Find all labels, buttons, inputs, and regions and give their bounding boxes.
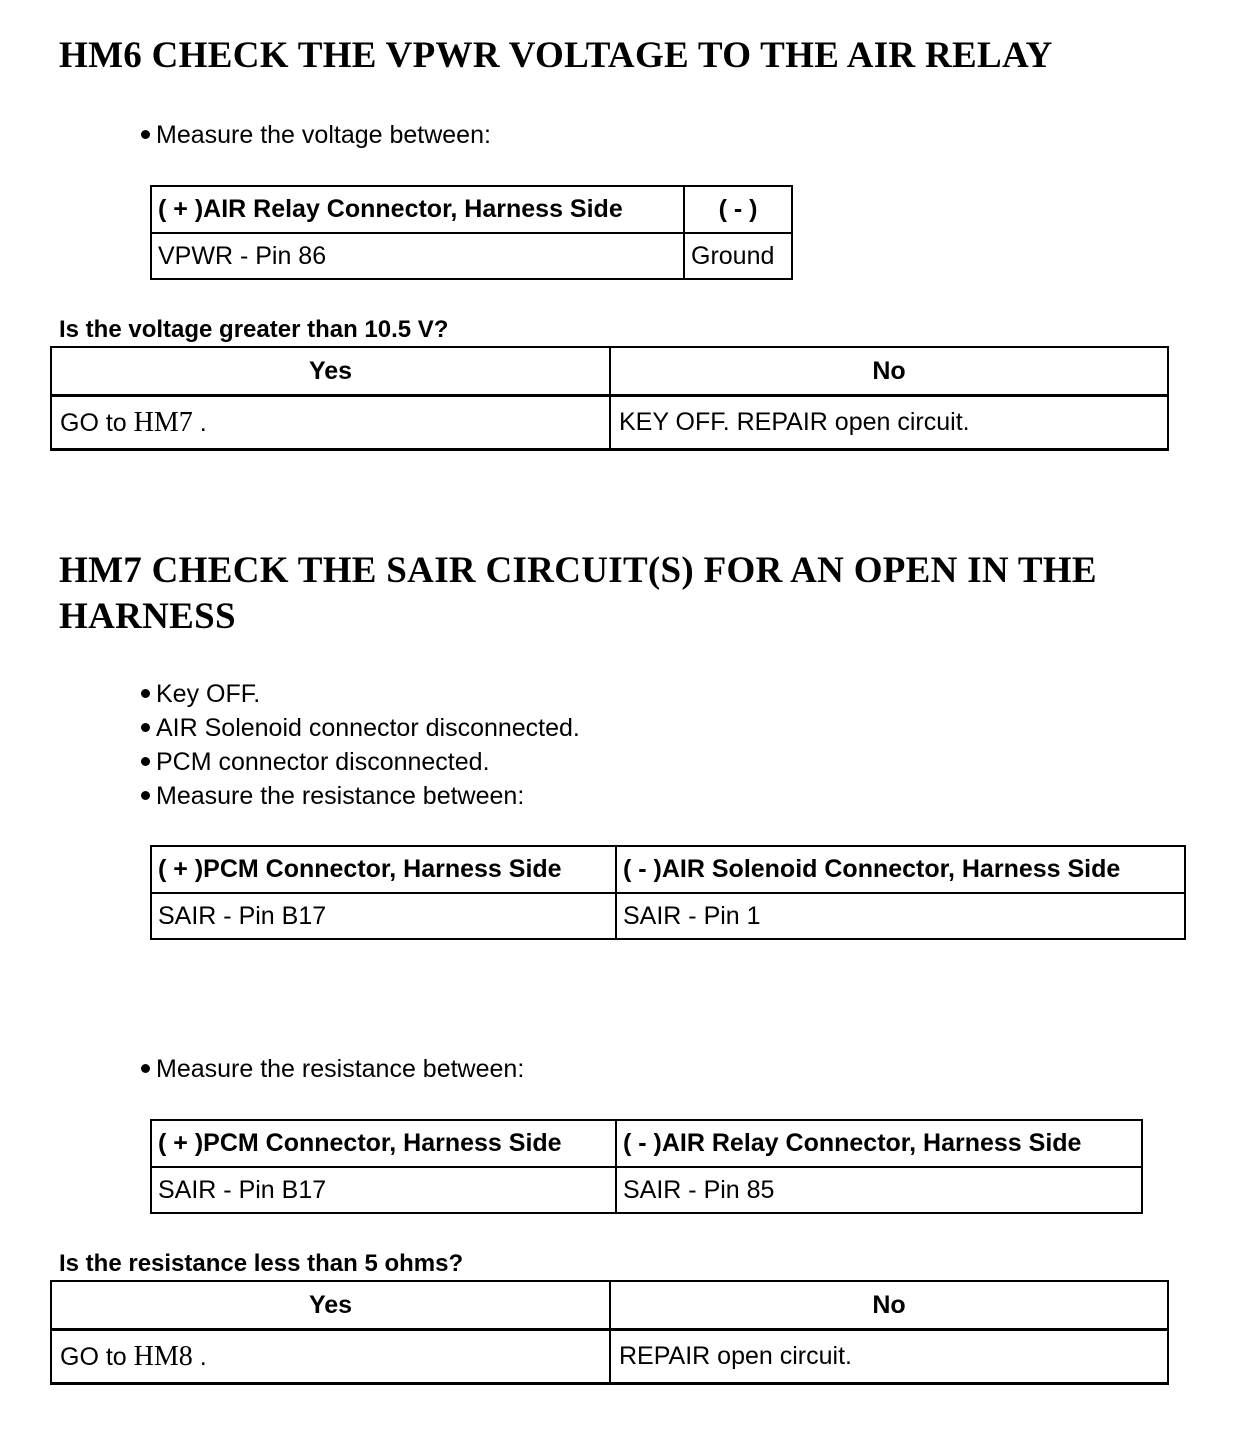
table-header-cell: ( - )AIR Relay Connector, Harness Side (616, 1120, 1142, 1167)
table-cell: SAIR - Pin 85 (616, 1167, 1142, 1213)
go-to-text: GO to (60, 408, 134, 437)
table-cell: VPWR - Pin 86 (151, 233, 684, 279)
list-item (141, 1052, 524, 1086)
yes-header: Yes (51, 1281, 610, 1330)
list-item (141, 745, 580, 779)
bullet-icon (141, 723, 150, 732)
table-header-cell: ( - ) (684, 186, 792, 233)
list-item (141, 711, 580, 745)
hm6-heading: HM6 CHECK THE VPWR VOLTAGE TO THE AIR RELAY (59, 35, 1053, 76)
table-cell: SAIR - Pin 1 (616, 893, 1185, 939)
period-text: . (192, 408, 207, 437)
bullet-icon (141, 757, 150, 766)
no-cell: REPAIR open circuit. (610, 1330, 1168, 1384)
bullet-text: Measure the resistance between: (156, 782, 525, 810)
bullet-icon (141, 689, 150, 698)
no-cell: KEY OFF. REPAIR open circuit. (610, 396, 1168, 450)
hm6-bullet-list (141, 118, 491, 152)
hm7-heading-line1: HM7 CHECK THE SAIR CIRCUIT(S) FOR AN OPEN IN THE (59, 550, 1097, 591)
table-header-cell: ( + )AIR Relay Connector, Harness Side (151, 186, 684, 233)
table-header-cell: ( - )AIR Solenoid Connector, Harness Side (616, 846, 1185, 893)
bullet-text: Key OFF. (156, 680, 261, 708)
hm6-question: Is the voltage greater than 10.5 V? (59, 316, 449, 343)
bullet-text: Measure the voltage between: (156, 121, 491, 149)
hm7-link[interactable]: HM7 (133, 406, 193, 438)
list-item (141, 779, 580, 813)
bullet-text: AIR Solenoid connector disconnected. (156, 714, 580, 742)
yes-header: Yes (51, 347, 610, 396)
period-text: . (192, 1342, 207, 1371)
hm7-heading (59, 548, 1097, 640)
hm7-answer-table (50, 1280, 1169, 1385)
hm8-link[interactable]: HM8 (133, 1340, 193, 1372)
hm7-measure-table-1 (150, 845, 1186, 940)
yes-cell (51, 1330, 610, 1384)
bullet-icon (141, 1064, 150, 1073)
table-cell: Ground (684, 233, 792, 279)
list-item (141, 677, 580, 711)
bullet-icon (141, 791, 150, 800)
bullet-icon (141, 130, 150, 139)
hm7-question: Is the resistance less than 5 ohms? (59, 1250, 464, 1277)
hm7-bullet-list (141, 677, 580, 813)
hm6-measure-table (150, 185, 793, 280)
table-cell: SAIR - Pin B17 (151, 893, 616, 939)
go-to-text: GO to (60, 1342, 134, 1371)
no-header: No (610, 347, 1168, 396)
no-header: No (610, 1281, 1168, 1330)
bullet-text: PCM connector disconnected. (156, 748, 490, 776)
table-header-cell: ( + )PCM Connector, Harness Side (151, 846, 616, 893)
table-header-cell: ( + )PCM Connector, Harness Side (151, 1120, 616, 1167)
yes-cell (51, 396, 610, 450)
hm6-answer-table (50, 346, 1169, 451)
table-cell: SAIR - Pin B17 (151, 1167, 616, 1213)
bullet-text: Measure the resistance between: (156, 1055, 525, 1083)
hm7-bullet-list-2 (141, 1052, 524, 1086)
list-item (141, 118, 491, 152)
hm7-heading-line2: HARNESS (59, 596, 236, 637)
hm7-measure-table-2 (150, 1119, 1143, 1214)
